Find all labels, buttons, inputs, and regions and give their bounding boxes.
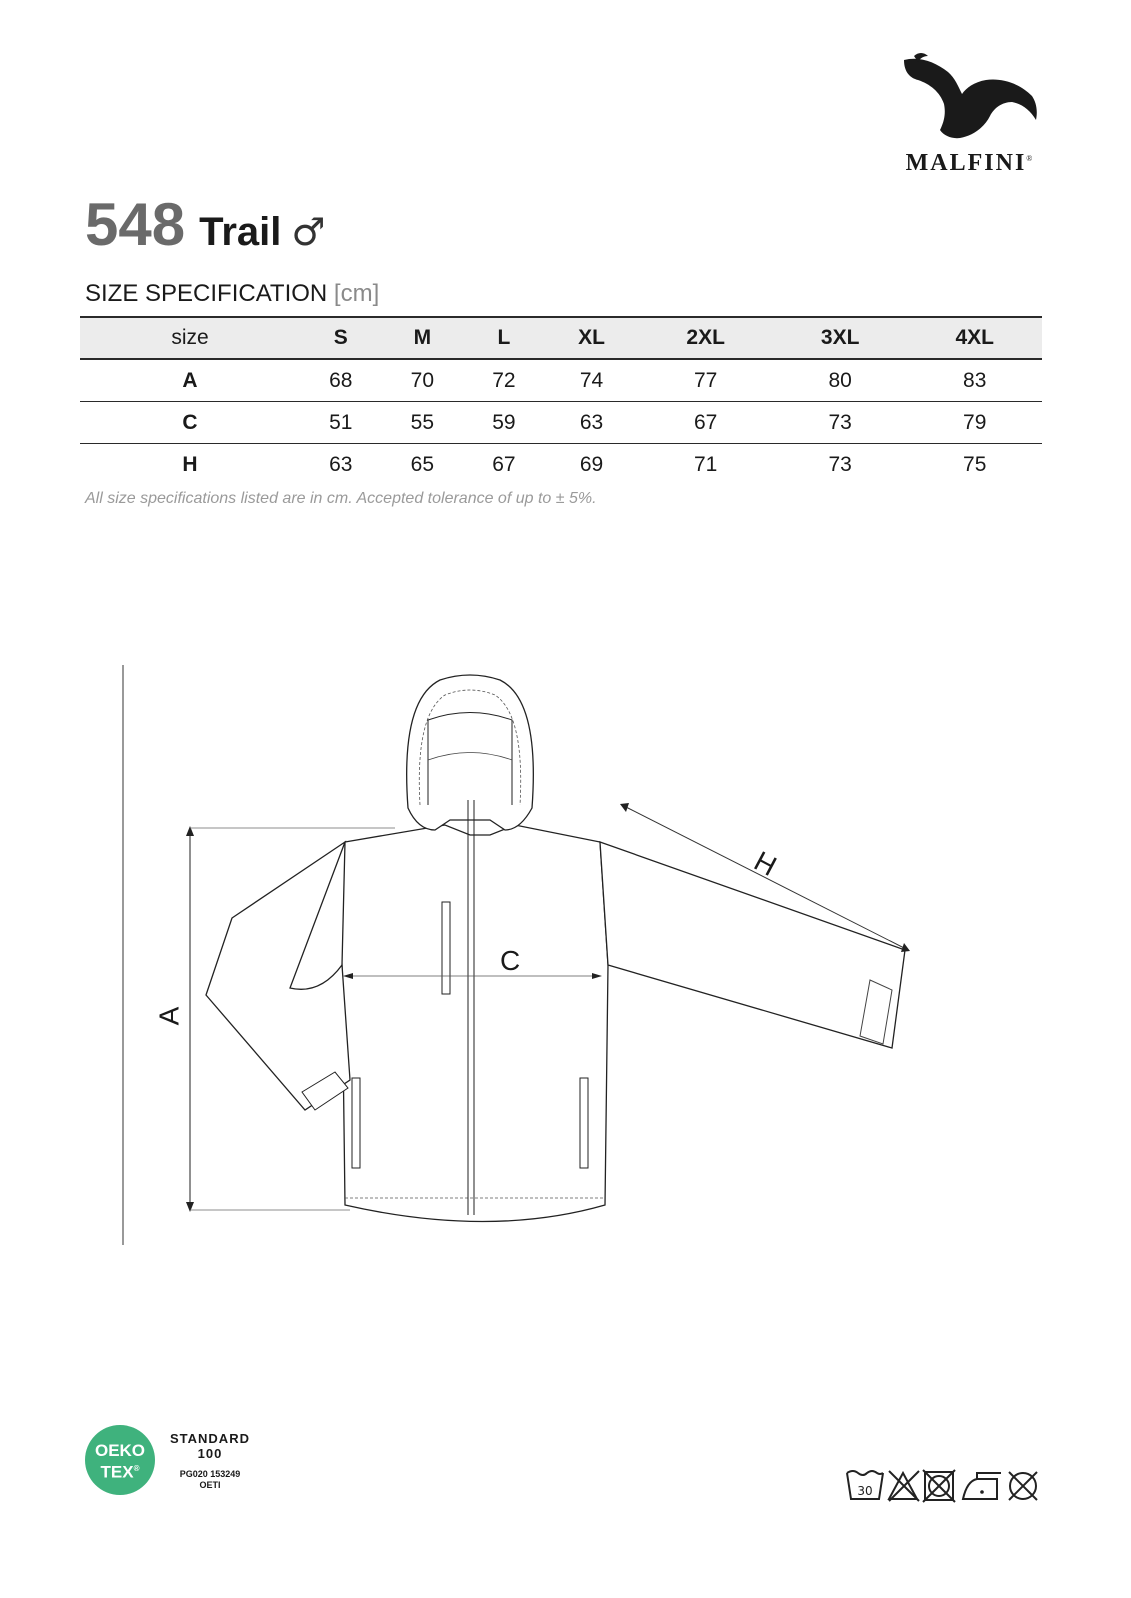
table-header: 3XL [773,317,908,359]
iron-low-icon [963,1473,1001,1499]
jacket-diagram [110,660,1010,1260]
dimension-label-h: H [749,845,782,882]
table-cell: 51 [300,402,382,444]
oeko-standard-label: STANDARD 100 [170,1431,250,1461]
table-cell: 68 [300,359,382,402]
table-cell: 67 [492,452,516,476]
table-cell: 63 [329,452,353,476]
table-cell: 77 [638,359,773,402]
table-cell: 55 [382,402,464,444]
tolerance-note: All size specifications listed are in cm. Accepted tolerance of up to ± 5%. [85,490,597,507]
table-cell: 71 [693,452,718,476]
table-header: 2XL [638,317,773,359]
table-cell: 63 [545,402,639,444]
table-cell: 67 [638,402,773,444]
table-cell: 72 [463,359,545,402]
spec-unit: [cm] [333,280,380,307]
table-header-row [80,317,1042,359]
table-cell: 65 [410,452,435,476]
table-cell: 83 [907,359,1042,402]
table-cell: 80 [773,359,908,402]
dimension-label-a: A [153,1006,185,1026]
table-cell: 73 [773,402,908,444]
table-row [80,402,1042,444]
table-cell: 79 [907,402,1042,444]
table-header: S [300,317,382,359]
svg-text:30: 30 [857,1484,873,1498]
no-dry-clean-icon [1009,1472,1037,1500]
table-cell: 75 [963,452,987,476]
no-tumble-dry-icon [923,1470,955,1502]
wash-30-icon [847,1471,883,1499]
row-label: C [80,402,300,444]
row-label: H [182,452,198,476]
gender-icon: ♂ [291,210,326,254]
table-cell: 69 [579,452,604,476]
table-header: M [382,317,464,359]
table-row [80,359,1042,402]
table-cell: 59 [463,402,545,444]
brand-logo [880,50,1060,180]
dimension-label-c: C [500,945,521,976]
row-label: A [80,359,300,402]
product-title [85,190,325,260]
brand-wordmark: MALFINI® [905,150,1035,176]
table-row [80,444,1042,486]
spec-heading: SIZE SPECIFICATION [cm] [85,280,380,307]
table-header: L [463,317,545,359]
oeko-tex-certification [85,1425,285,1505]
table-header: 4XL [907,317,1042,359]
table-cell: 74 [545,359,639,402]
care-symbols [845,1465,1045,1505]
no-bleach-icon [889,1471,919,1501]
eagle-icon [900,50,1040,145]
product-name: Trail [199,210,282,254]
table-cell: 73 [828,452,852,476]
product-code: 548 [85,191,186,258]
oeko-code: PG020 153249 OETI [179,1469,241,1490]
table-header: size [80,317,300,359]
jacket-drawing [110,660,1010,1260]
size-table [80,316,1042,485]
table-cell: 70 [382,359,464,402]
oeko-tex-badge: OEKO TEX® [85,1425,155,1495]
table-header: XL [545,317,639,359]
